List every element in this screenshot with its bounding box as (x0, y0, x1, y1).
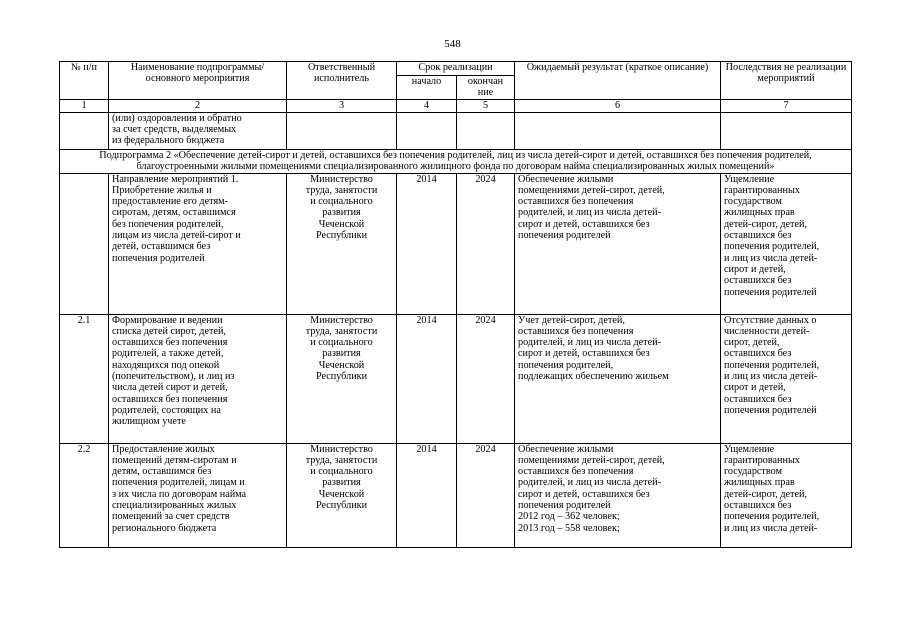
subprogram-row (60, 149, 852, 173)
row-end: 2024 (457, 443, 515, 547)
header-num: № п/п (60, 62, 109, 100)
column-number: 2 (109, 99, 287, 112)
row-responsible: Министерство труда, занятости и социального развития Чеченской Республики (287, 173, 397, 314)
row-result: Учет детей-сирот, детей, оставшихся без попечения родителей, и лиц из числа детей- сирот и детей, оставшихся без попечения родителей, подлежащих обеспечению жильем (515, 314, 721, 443)
row-consequences: Ущемление гарантированных государством жилищных прав детей-сирот, детей, оставшихся без попечения родителей, и лиц из числа детей- сирот и детей, оставшихся без попечения родителей (721, 173, 852, 314)
row-start: 2014 (397, 443, 457, 547)
row-result: Обеспечение жилыми помещениями детей-сирот, детей, оставшихся без попечения родителей, и лиц из числа детей- сирот и детей, оставшихся без попечения родителей 2012 год – 362 человек; 2013 год – 558 человек; (515, 443, 721, 547)
column-number: 6 (515, 99, 721, 112)
table-row (60, 173, 852, 314)
carry-over-row (60, 112, 852, 149)
row-end: 2024 (457, 173, 515, 314)
page-number: 548 (444, 38, 461, 50)
row-num: 2.1 (60, 314, 109, 443)
row-consequences: Ущемление гарантированных государством жилищных прав детей-сирот, детей, оставшихся без попечения родителей, и лиц из числа детей- (721, 443, 852, 547)
row-num: 2.2 (60, 443, 109, 547)
row-num (60, 173, 109, 314)
row-responsible: Министерство труда, занятости и социального развития Чеченской Республики (287, 443, 397, 547)
header-start: начало (397, 76, 457, 100)
column-number-row (60, 99, 852, 112)
header-name: Наименование подпрограммы/ основного мероприятия (109, 62, 287, 100)
table-row (60, 443, 852, 547)
column-number: 1 (60, 99, 109, 112)
header-responsible: Ответственный исполнитель (287, 62, 397, 100)
row-responsible: Министерство труда, занятости и социального развития Чеченской Республики (287, 314, 397, 443)
subprogram-title: Подпрограмма 2 «Обеспечение детей-сирот и детей, оставшихся без попечения родителей, лиц из числа детей-сирот и детей, оставшихся без попечения родителей, благоустроенными жилыми помещениями специализированного жилищного фонда по договорам найма специализированных жилых помещений» (60, 149, 852, 173)
row-name: Формирование и ведении списка детей сирот, детей, оставшихся без попечения родителей, а также детей, находящихся под опекой (попечительством), и лиц из числа детей сирот и детей, оставшихся без попечения родителей, состоящих на жилищном учете (109, 314, 287, 443)
row-result: Обеспечение жилыми помещениями детей-сирот, детей, оставшихся без попечения родителей, и лиц из числа детей- сирот и детей, оставшихся без попечения родителей (515, 173, 721, 314)
header-period: Срок реализации (397, 62, 515, 76)
column-number: 5 (457, 99, 515, 112)
table-row (60, 314, 852, 443)
column-number: 4 (397, 99, 457, 112)
row-consequences: Отсутствие данных о численности детей- сирот, детей, оставшихся без попечения родителей, и лиц из числа детей- сирот и детей, оставшихся без попечения родителей (721, 314, 852, 443)
column-number: 7 (721, 99, 852, 112)
carry-over-name: (или) оздоровления и обратно за счет средств, выделяемых из федерального бюджета (109, 112, 287, 149)
header-end: окончан ние (457, 76, 515, 100)
row-start: 2014 (397, 314, 457, 443)
header-result: Ожидаемый результат (краткое описание) (515, 62, 721, 100)
program-table (59, 61, 852, 548)
row-end: 2024 (457, 314, 515, 443)
row-name: Направление мероприятий 1. Приобретение жилья и предоставление его детям- сиротам, детям, оставшимся без попечения родителей, лицам из числа детей-сирот и детей, оставшимся без попечения родителей (109, 173, 287, 314)
row-start: 2014 (397, 173, 457, 314)
header-consequences: Последствия не реализации мероприятий (721, 62, 852, 100)
column-number: 3 (287, 99, 397, 112)
row-name: Предоставление жилых помещений детям-сиротам и детям, оставшимся без попечения родителей, лицам и з их числа по договорам найма специализированных жилых помещений за счет средств регионального бюджета (109, 443, 287, 547)
